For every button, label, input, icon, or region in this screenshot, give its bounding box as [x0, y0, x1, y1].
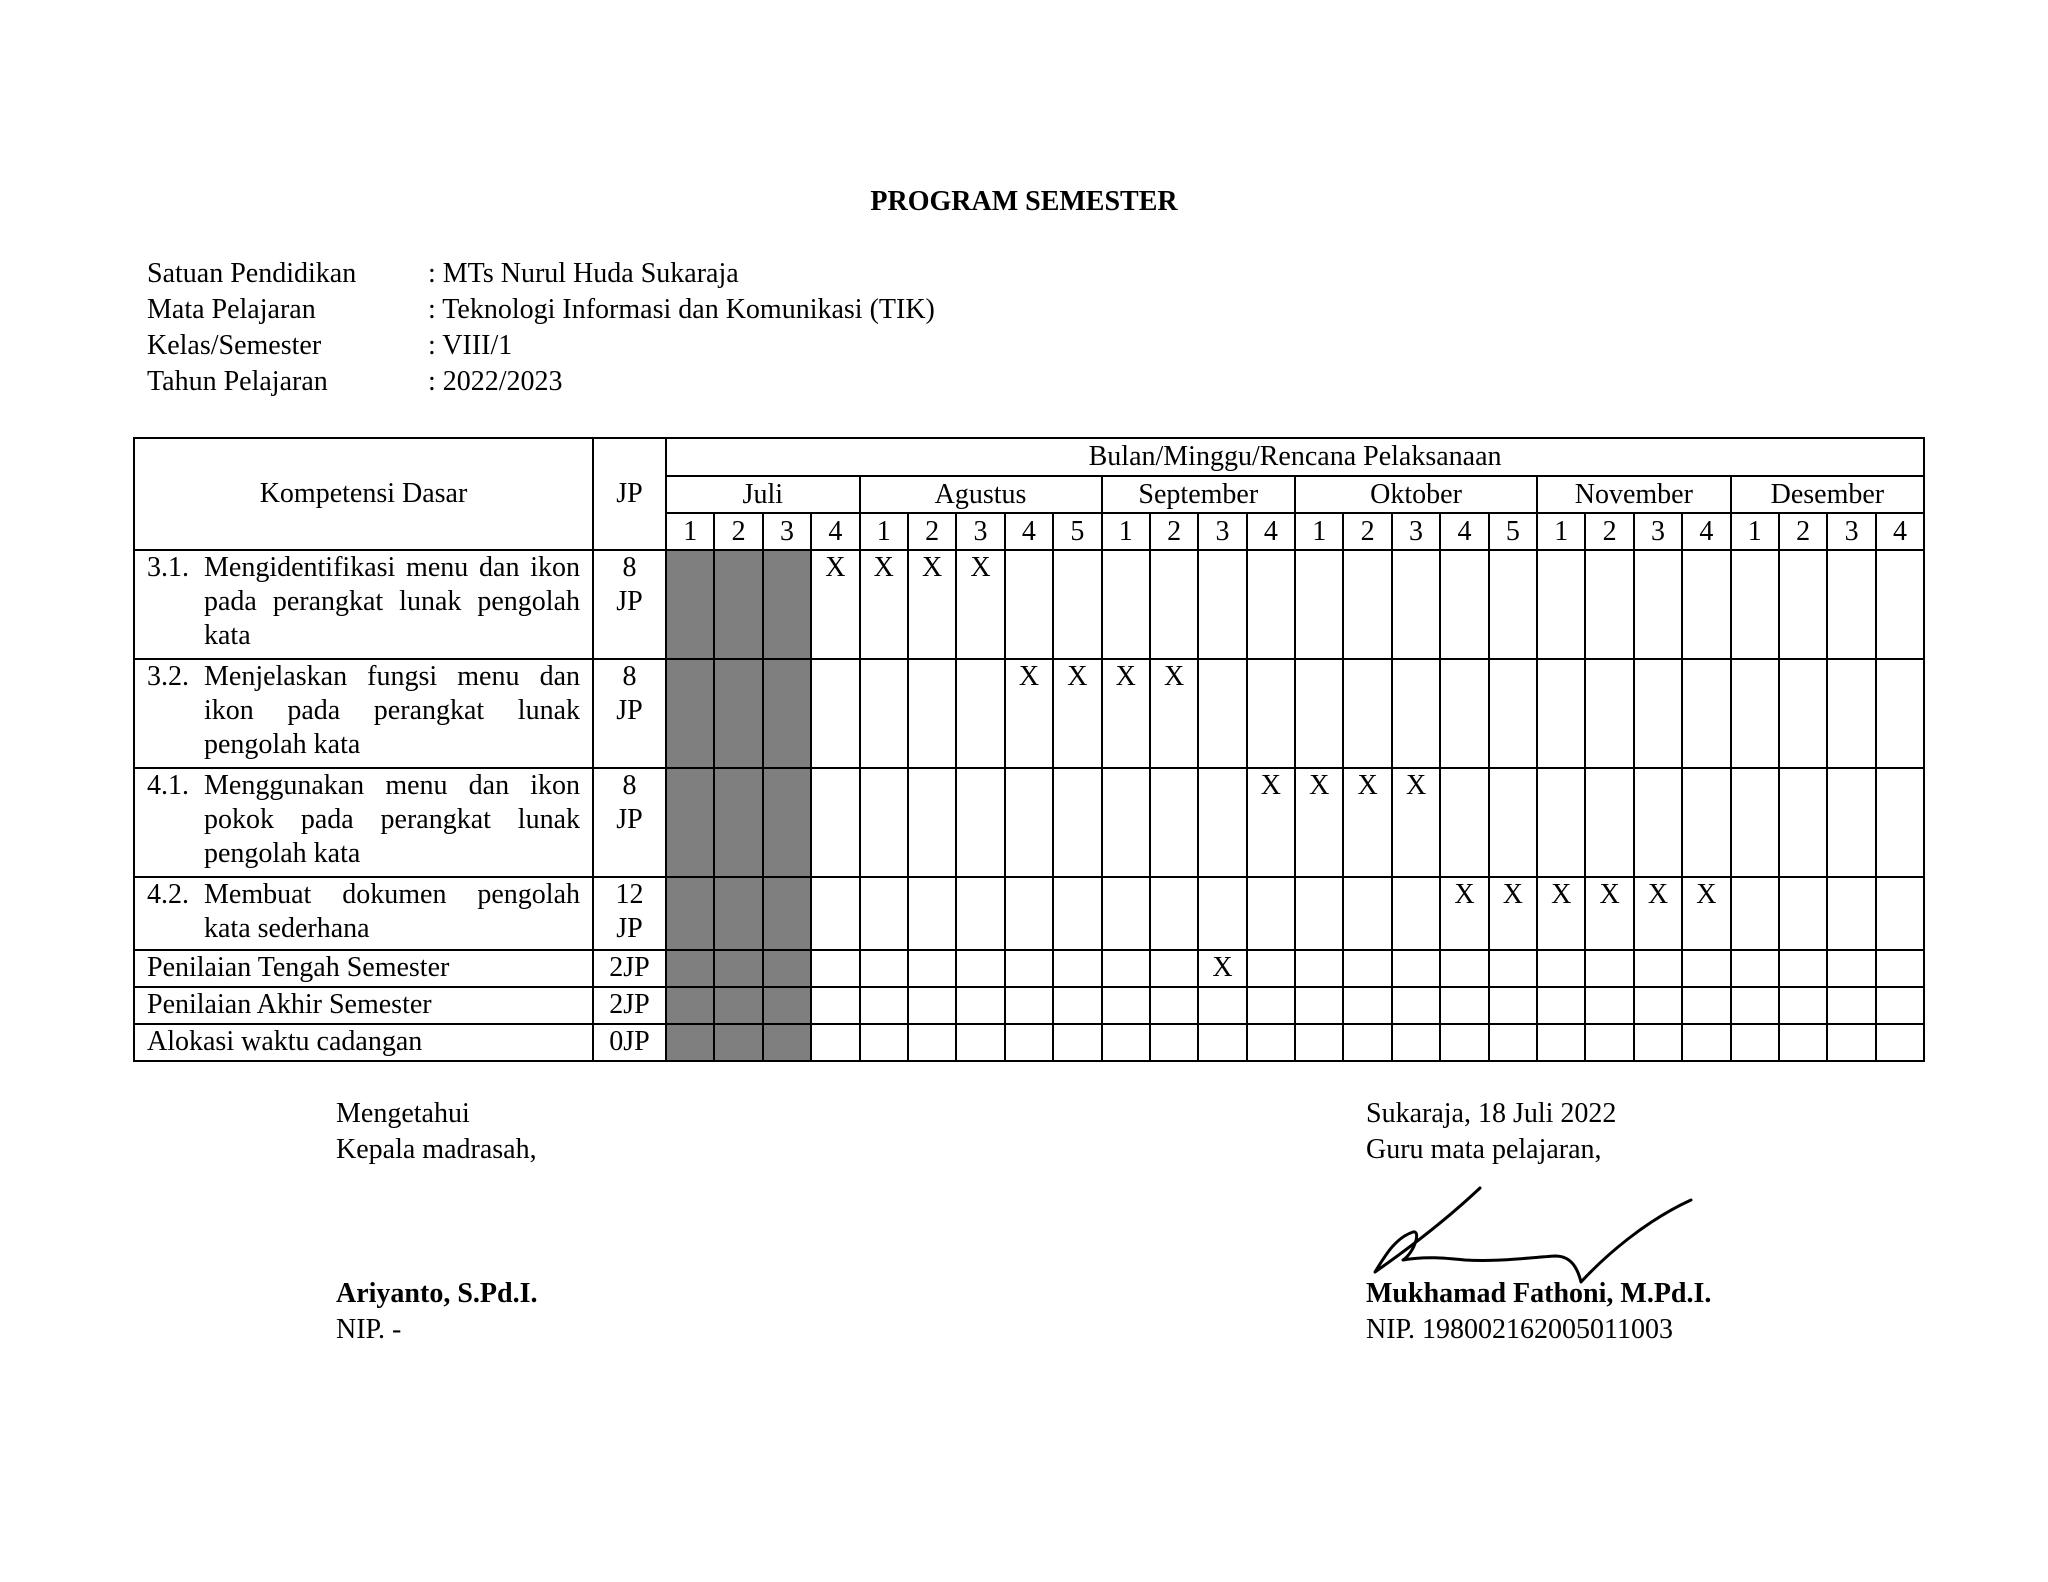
jp-value: 2JP [609, 952, 650, 983]
week-cell [1585, 1024, 1633, 1061]
scheduled-mark: X [1585, 877, 1633, 950]
week-cell [1779, 950, 1827, 987]
week-cell [1827, 987, 1875, 1024]
week-cell [666, 768, 714, 877]
info-block [147, 256, 935, 400]
week-cell [1440, 659, 1488, 768]
jp-value: 8 [622, 552, 637, 583]
sig-right-line2: Guru mata pelajaran, [1366, 1134, 1602, 1165]
scheduled-mark: X [1343, 768, 1391, 877]
week-cell [1343, 950, 1391, 987]
week-cell [1247, 1024, 1295, 1061]
week-cell [860, 950, 908, 987]
info-value: : VIII/1 [428, 330, 513, 361]
week-cell [1876, 768, 1924, 877]
week-number: 4 [1876, 513, 1924, 550]
week-cell [1198, 877, 1246, 950]
week-number: 2 [1585, 513, 1633, 550]
week-cell [1005, 1024, 1053, 1061]
month-header: Oktober [1295, 476, 1537, 513]
week-cell [1392, 950, 1440, 987]
sig-left-nip: NIP. - [336, 1314, 402, 1345]
week-number: 2 [1343, 513, 1391, 550]
week-cell [666, 550, 714, 659]
kompetensi-cell [134, 987, 593, 1024]
week-cell [860, 877, 908, 950]
jp-value: 12 [615, 879, 644, 910]
week-cell [1102, 987, 1150, 1024]
week-cell [1198, 550, 1246, 659]
week-cell [956, 950, 1004, 987]
week-cell [1779, 659, 1827, 768]
week-cell [1634, 987, 1682, 1024]
week-cell [1634, 768, 1682, 877]
week-cell [1392, 877, 1440, 950]
week-cell [1053, 768, 1101, 877]
week-cell [811, 877, 859, 950]
week-cell [1585, 987, 1633, 1024]
jp-value: 8 [622, 770, 637, 801]
week-cell [763, 659, 811, 768]
kd-inner [147, 878, 580, 946]
week-cell [1343, 550, 1391, 659]
week-cell [1537, 950, 1585, 987]
week-number: 1 [666, 513, 714, 550]
week-number: 1 [1102, 513, 1150, 550]
week-cell [1392, 550, 1440, 659]
week-number: 4 [1440, 513, 1488, 550]
table-row [134, 550, 1924, 659]
week-cell [1682, 1024, 1730, 1061]
week-cell [763, 550, 811, 659]
week-cell [1343, 1024, 1391, 1061]
info-row-satuan [147, 256, 935, 292]
week-cell [1053, 950, 1101, 987]
scheduled-mark: X [1392, 768, 1440, 877]
week-cell [1731, 550, 1779, 659]
header-kompetensi-dasar: Kompetensi Dasar [134, 438, 593, 550]
kompetensi-cell [134, 550, 593, 659]
week-cell [1489, 659, 1537, 768]
week-cell [956, 659, 1004, 768]
week-cell [1682, 550, 1730, 659]
week-cell [666, 877, 714, 950]
week-cell [956, 1024, 1004, 1061]
week-cell [1634, 1024, 1682, 1061]
jp-value: 8 [622, 661, 637, 692]
info-value: : 2022/2023 [428, 366, 563, 397]
week-cell [1102, 550, 1150, 659]
kd-number: 4.1. [147, 770, 189, 801]
scheduled-mark: X [811, 550, 859, 659]
week-cell [714, 659, 762, 768]
week-number: 5 [1489, 513, 1537, 550]
week-number: 2 [908, 513, 956, 550]
week-cell [1150, 768, 1198, 877]
week-cell [714, 950, 762, 987]
week-cell [1440, 550, 1488, 659]
table-row [134, 987, 1924, 1024]
week-cell [1440, 987, 1488, 1024]
table-row [134, 877, 1924, 950]
scheduled-mark: X [1005, 659, 1053, 768]
kd-number: 3.2. [147, 661, 189, 692]
week-cell [811, 987, 859, 1024]
week-cell [1634, 950, 1682, 987]
week-cell [1585, 950, 1633, 987]
week-cell [1053, 877, 1101, 950]
jp-value: 0JP [609, 1026, 650, 1057]
week-cell [1295, 659, 1343, 768]
info-value: : MTs Nurul Huda Sukaraja [428, 258, 739, 289]
week-cell [1247, 659, 1295, 768]
scheduled-mark: X [1440, 877, 1488, 950]
week-cell [860, 768, 908, 877]
week-cell [1150, 987, 1198, 1024]
week-cell [763, 987, 811, 1024]
week-cell [1731, 768, 1779, 877]
week-cell [1489, 987, 1537, 1024]
week-cell [1150, 950, 1198, 987]
week-number: 1 [1537, 513, 1585, 550]
sig-left-line2: Kepala madrasah, [336, 1134, 537, 1165]
week-number: 5 [1053, 513, 1101, 550]
week-cell [956, 877, 1004, 950]
week-cell [1489, 768, 1537, 877]
week-cell [714, 550, 762, 659]
week-cell [1537, 550, 1585, 659]
week-cell [1440, 950, 1488, 987]
week-cell [1489, 950, 1537, 987]
week-cell [1440, 768, 1488, 877]
week-cell [1295, 877, 1343, 950]
week-cell [1682, 950, 1730, 987]
week-cell [1005, 877, 1053, 950]
week-cell [1102, 950, 1150, 987]
week-cell [1150, 877, 1198, 950]
jp-value: JP [616, 913, 643, 944]
info-row-kelas [147, 328, 935, 364]
kompetensi-cell [134, 877, 593, 950]
week-number: 1 [860, 513, 908, 550]
week-cell [1585, 550, 1633, 659]
week-cell [1005, 550, 1053, 659]
week-number: 1 [1295, 513, 1343, 550]
kd-text: Menggunakan menu dan ikon pokok pada perangkat lunak pengolah kata [204, 770, 580, 869]
signature-block-left [336, 1096, 537, 1348]
kd-inner [147, 769, 580, 871]
week-cell [1827, 877, 1875, 950]
week-cell [1876, 877, 1924, 950]
table-row [134, 950, 1924, 987]
week-number: 3 [1634, 513, 1682, 550]
week-cell [1682, 768, 1730, 877]
week-cell [1247, 877, 1295, 950]
week-cell [1102, 768, 1150, 877]
week-cell [1053, 1024, 1101, 1061]
table-row [134, 659, 1924, 768]
kd-number: 3.1. [147, 552, 189, 583]
sig-right-name: Mukhamad Fathoni, M.Pd.I. [1366, 1278, 1712, 1309]
week-cell [1198, 659, 1246, 768]
week-cell [811, 950, 859, 987]
week-cell [1102, 877, 1150, 950]
week-cell [666, 659, 714, 768]
week-cell [1731, 987, 1779, 1024]
week-cell [956, 987, 1004, 1024]
week-cell [1827, 768, 1875, 877]
week-cell [1295, 987, 1343, 1024]
week-cell [666, 987, 714, 1024]
week-cell [1682, 659, 1730, 768]
week-cell [860, 659, 908, 768]
info-label: Tahun Pelajaran [147, 366, 328, 397]
week-cell [1489, 550, 1537, 659]
week-cell [1876, 1024, 1924, 1061]
kompetensi-cell [134, 659, 593, 768]
scheduled-mark: X [1198, 950, 1246, 987]
table-row [134, 768, 1924, 877]
sig-left-line1: Mengetahui [336, 1098, 470, 1129]
week-number: 4 [1247, 513, 1295, 550]
week-number: 4 [1005, 513, 1053, 550]
week-cell [811, 1024, 859, 1061]
jp-value: JP [616, 804, 643, 835]
week-cell [1053, 987, 1101, 1024]
week-number: 3 [763, 513, 811, 550]
jp-value: JP [616, 586, 643, 617]
week-cell [1731, 659, 1779, 768]
kd-text: Membuat dokumen pengolah kata sederhana [204, 879, 580, 944]
scheduled-mark: X [1150, 659, 1198, 768]
kompetensi-cell [134, 1024, 593, 1061]
week-cell [1247, 550, 1295, 659]
week-cell [1343, 987, 1391, 1024]
jp-value: JP [616, 695, 643, 726]
week-cell [1634, 659, 1682, 768]
handwritten-signature [1365, 1186, 1705, 1286]
scheduled-mark: X [1682, 877, 1730, 950]
week-cell [1827, 659, 1875, 768]
week-cell [714, 768, 762, 877]
week-cell [1198, 1024, 1246, 1061]
kompetensi-cell [134, 950, 593, 987]
info-label: Kelas/Semester [147, 330, 322, 361]
week-number: 3 [956, 513, 1004, 550]
jp-cell [593, 1024, 666, 1061]
week-cell [908, 987, 956, 1024]
week-cell [1247, 987, 1295, 1024]
scheduled-mark: X [1102, 659, 1150, 768]
week-cell [908, 877, 956, 950]
month-header: Desember [1731, 476, 1925, 513]
month-header: November [1537, 476, 1731, 513]
week-cell [666, 950, 714, 987]
week-number: 4 [1682, 513, 1730, 550]
week-number: 1 [1731, 513, 1779, 550]
kd-text: Mengidentifikasi menu dan ikon pada perangkat lunak pengolah kata [204, 552, 580, 651]
week-cell [908, 1024, 956, 1061]
week-cell [1005, 987, 1053, 1024]
week-cell [1731, 950, 1779, 987]
jp-cell [593, 659, 666, 768]
week-number: 4 [811, 513, 859, 550]
week-cell [1295, 1024, 1343, 1061]
week-cell [1005, 950, 1053, 987]
week-cell [1779, 550, 1827, 659]
scheduled-mark: X [1053, 659, 1101, 768]
week-cell [1876, 659, 1924, 768]
week-number: 2 [1150, 513, 1198, 550]
week-cell [1247, 950, 1295, 987]
info-value: : Teknologi Informasi dan Komunikasi (TIK) [428, 294, 935, 325]
week-cell [1876, 550, 1924, 659]
week-cell [1295, 550, 1343, 659]
week-cell [1827, 1024, 1875, 1061]
kd-text: Menjelaskan fungsi menu dan ikon pada perangkat lunak pengolah kata [204, 661, 580, 760]
month-header: Juli [666, 476, 860, 513]
week-cell [956, 768, 1004, 877]
week-cell [1779, 987, 1827, 1024]
week-cell [1489, 1024, 1537, 1061]
info-row-mapel [147, 292, 935, 328]
header-jp: JP [593, 438, 666, 550]
scheduled-mark: X [908, 550, 956, 659]
week-cell [1876, 950, 1924, 987]
scheduled-mark: X [1489, 877, 1537, 950]
week-number: 3 [1827, 513, 1875, 550]
semester-program-table [133, 437, 1925, 1062]
week-cell [860, 1024, 908, 1061]
week-cell [1343, 877, 1391, 950]
week-cell [1634, 550, 1682, 659]
jp-cell [593, 550, 666, 659]
week-cell [1731, 877, 1779, 950]
jp-cell [593, 987, 666, 1024]
week-cell [1150, 1024, 1198, 1061]
week-cell [1005, 768, 1053, 877]
week-cell [1585, 659, 1633, 768]
week-number: 2 [1779, 513, 1827, 550]
jp-value: 2JP [609, 989, 650, 1020]
week-cell [763, 768, 811, 877]
week-cell [908, 659, 956, 768]
week-cell [908, 950, 956, 987]
week-cell [1102, 1024, 1150, 1061]
jp-cell [593, 877, 666, 950]
jp-cell [593, 768, 666, 877]
week-cell [666, 1024, 714, 1061]
week-cell [714, 877, 762, 950]
table-row [134, 1024, 1924, 1061]
week-cell [1731, 1024, 1779, 1061]
week-cell [1537, 768, 1585, 877]
scheduled-mark: X [1537, 877, 1585, 950]
page-title: PROGRAM SEMESTER [870, 186, 1178, 217]
week-cell [1440, 1024, 1488, 1061]
scheduled-mark: X [1247, 768, 1295, 877]
week-cell [763, 1024, 811, 1061]
week-cell [811, 768, 859, 877]
week-cell [908, 768, 956, 877]
week-cell [1585, 768, 1633, 877]
week-cell [1150, 550, 1198, 659]
week-cell [1779, 1024, 1827, 1061]
week-cell [1537, 659, 1585, 768]
week-cell [1537, 1024, 1585, 1061]
week-cell [763, 877, 811, 950]
kd-inner [147, 551, 580, 653]
week-number: 2 [714, 513, 762, 550]
month-header: Agustus [860, 476, 1102, 513]
sig-right-nip: NIP. 198002162005011003 [1366, 1314, 1673, 1345]
week-cell [1827, 550, 1875, 659]
info-label: Mata Pelajaran [147, 294, 316, 325]
week-cell [1295, 950, 1343, 987]
week-cell [860, 987, 908, 1024]
jp-cell [593, 950, 666, 987]
week-cell [714, 1024, 762, 1061]
sig-right-line1: Sukaraja, 18 Juli 2022 [1366, 1098, 1617, 1129]
week-cell [1053, 550, 1101, 659]
week-cell [1682, 987, 1730, 1024]
week-cell [1392, 1024, 1440, 1061]
sig-left-name: Ariyanto, S.Pd.I. [336, 1278, 538, 1309]
week-cell [1876, 987, 1924, 1024]
header-row [134, 438, 1924, 476]
kd-inner [147, 660, 580, 762]
week-cell [1827, 950, 1875, 987]
kd-text: Penilaian Tengah Semester [147, 952, 450, 983]
kd-number: 4.2. [147, 879, 189, 910]
kompetensi-cell [134, 768, 593, 877]
week-cell [1198, 987, 1246, 1024]
kd-text: Penilaian Akhir Semester [147, 989, 432, 1020]
week-cell [1779, 768, 1827, 877]
week-cell [1392, 659, 1440, 768]
week-cell [1343, 659, 1391, 768]
week-cell [763, 950, 811, 987]
week-cell [1198, 768, 1246, 877]
month-header: September [1102, 476, 1296, 513]
scheduled-mark: X [1634, 877, 1682, 950]
week-cell [811, 659, 859, 768]
header-plan: Bulan/Minggu/Rencana Pelaksanaan [666, 438, 1924, 476]
week-number: 3 [1198, 513, 1246, 550]
scheduled-mark: X [1295, 768, 1343, 877]
kd-text: Alokasi waktu cadangan [147, 1026, 423, 1057]
week-cell [1392, 987, 1440, 1024]
week-number: 3 [1392, 513, 1440, 550]
info-row-tahun [147, 364, 935, 400]
scheduled-mark: X [860, 550, 908, 659]
week-cell [1779, 877, 1827, 950]
info-label: Satuan Pendidikan [147, 258, 357, 289]
week-cell [1537, 987, 1585, 1024]
week-cell [714, 987, 762, 1024]
scheduled-mark: X [956, 550, 1004, 659]
